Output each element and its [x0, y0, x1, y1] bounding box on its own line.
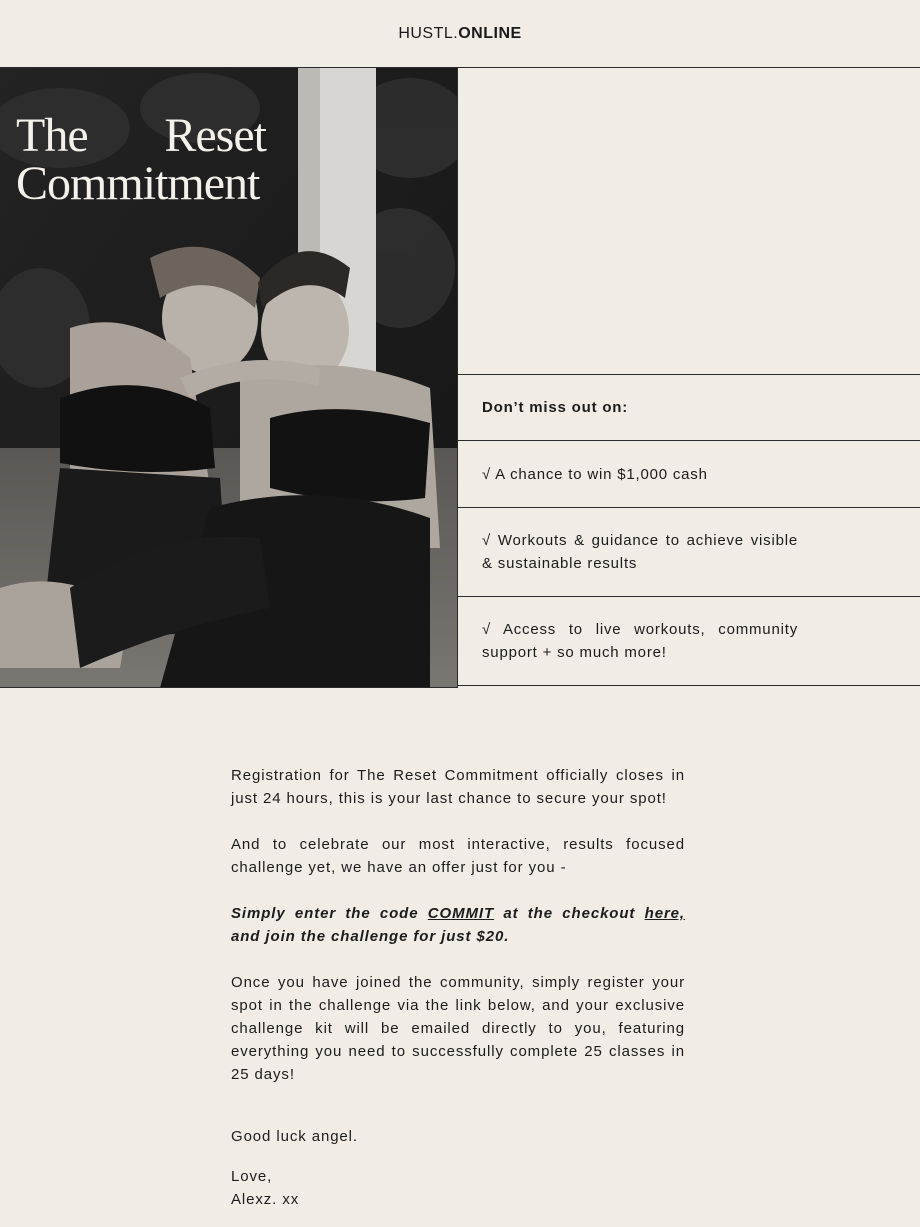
offer-paragraph [231, 902, 685, 948]
offer-text: at the checkout [494, 905, 645, 922]
body-paragraph: And to celebrate our most interactive, results focused challenge yet, we have an offer just for you - [231, 836, 685, 876]
benefits-heading-row [458, 374, 920, 440]
love-text: Love, [231, 1168, 273, 1185]
logo-bold-text: ONLINE [458, 24, 522, 42]
signoff-text: Good luck angel. [231, 1128, 358, 1145]
benefit-item [458, 596, 920, 686]
body-paragraph: Once you have joined the community, simply register your spot in the challenge via the link below, and your exclusive challenge kit will be emailed directly to you, featuring everything you need to successfully complete 25 classes in 25 days! [231, 974, 685, 1083]
promo-code: COMMIT [427, 905, 495, 922]
offer-text: and join the challenge for just $20. [231, 928, 510, 945]
checkout-link[interactable]: here, [644, 905, 685, 922]
hero-title-word-reset: Reset [164, 109, 266, 162]
email-body [231, 764, 685, 1211]
benefit-item-text: √ A chance to win $1,000 cash [482, 465, 708, 483]
offer-text: Simply enter the code [231, 905, 428, 922]
brand-logo[interactable] [398, 25, 521, 43]
hero-title [16, 109, 266, 210]
benefit-item [458, 440, 920, 507]
sender-name: Alexz. xx [231, 1191, 300, 1208]
logo-light-text: HUSTL. [398, 24, 459, 42]
benefits-panel [458, 68, 920, 686]
benefits-heading: Don’t miss out on: [482, 399, 629, 416]
body-paragraph: Registration for The Reset Commitment officially closes in just 24 hours, this is your last chance to secure your spot! [231, 767, 685, 807]
email-header [0, 0, 920, 68]
benefit-item-text: √ Workouts & guidance to achieve visible & sustainable results [482, 532, 798, 572]
hero-image [0, 68, 458, 688]
benefit-item-text: √ Access to live workouts, community support + so much more! [482, 621, 798, 661]
hero-title-line-commitment: Commitment [16, 157, 260, 210]
hero-title-word-the: The [16, 109, 88, 162]
benefit-item [458, 507, 920, 596]
